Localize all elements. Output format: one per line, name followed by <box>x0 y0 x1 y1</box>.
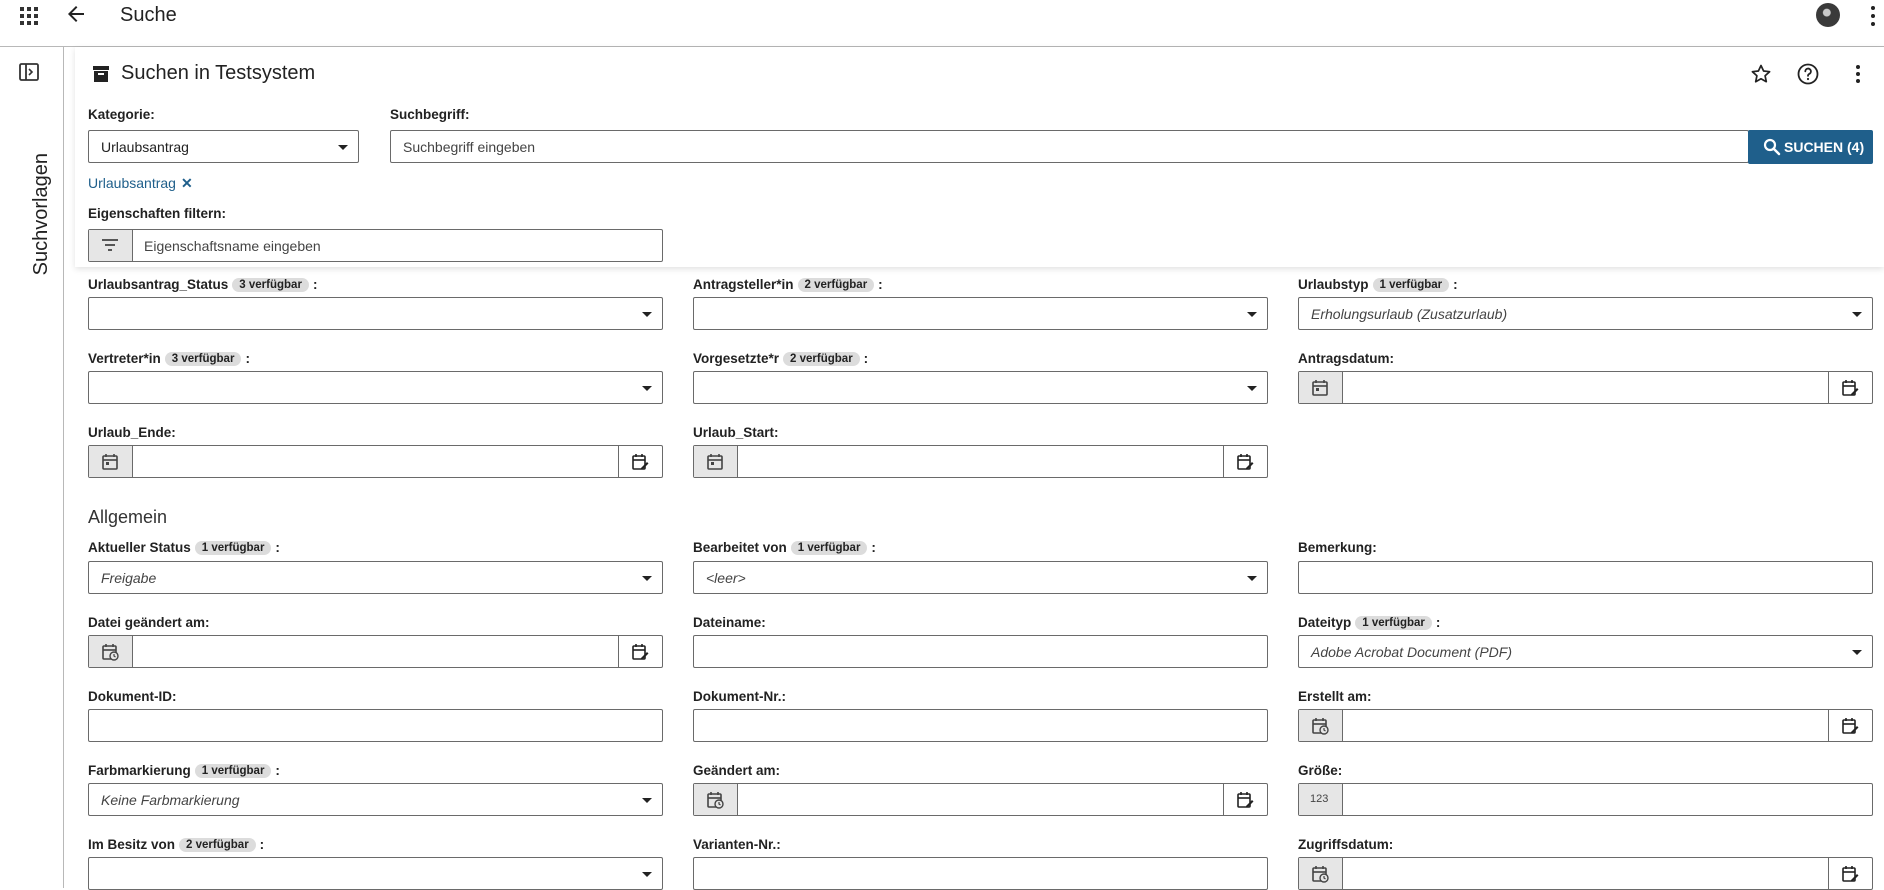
panel-toggle-icon[interactable] <box>19 63 39 81</box>
calendar-icon <box>101 453 119 471</box>
chevron-down-icon <box>1247 386 1257 391</box>
bemerkung-input[interactable] <box>1298 561 1873 594</box>
more-vert-icon[interactable] <box>1870 5 1876 27</box>
datei-geaendert-field[interactable] <box>88 635 663 668</box>
help-icon[interactable] <box>1796 62 1820 86</box>
varianten-nr-label: Varianten-Nr.: <box>693 837 781 852</box>
calendar-clock-icon <box>1311 717 1329 735</box>
chevron-down-icon <box>1852 312 1862 317</box>
status-badge: 1 verfügbar <box>195 541 272 555</box>
search-button[interactable] <box>1748 130 1873 164</box>
farbmarkierung-select[interactable]: Keine Farbmarkierung <box>88 783 663 816</box>
urlaub-start-field[interactable] <box>693 445 1268 478</box>
section-title-allgemein: Allgemein <box>88 507 168 527</box>
urlaubstyp-select[interactable]: Erholungsurlaub (Zusatzurlaub) <box>1298 297 1873 330</box>
antragsteller-label: Antragsteller*in 2 verfügbar : <box>693 277 883 292</box>
status-badge: 2 verfügbar <box>783 352 860 366</box>
urlaubstyp-label: Urlaubstyp 1 verfügbar : <box>1298 277 1458 292</box>
chevron-down-icon <box>642 872 652 877</box>
bearbeitet-von-select[interactable]: <leer> <box>693 561 1268 594</box>
erstellt-am-field[interactable] <box>1298 709 1873 742</box>
status-badge: 1 verfügbar <box>791 541 868 555</box>
dateityp-select[interactable]: Adobe Acrobat Document (PDF) <box>1298 635 1873 668</box>
chevron-down-icon <box>1247 312 1257 317</box>
dateiname-input[interactable] <box>693 635 1268 668</box>
chevron-down-icon <box>642 312 652 317</box>
filter-list-icon <box>101 237 119 253</box>
page-title: Suche <box>120 4 177 26</box>
search-term-input[interactable] <box>390 130 1749 163</box>
calendar-clock-icon <box>706 791 724 809</box>
zugriffsdatum-label: Zugriffsdatum: <box>1298 837 1394 852</box>
calendar-icon <box>706 453 724 471</box>
farbmarkierung-label: Farbmarkierung 1 verfügbar : <box>88 763 280 778</box>
aktueller-status-label: Aktueller Status 1 verfügbar : <box>88 540 280 555</box>
filter-prefix <box>89 230 133 261</box>
groesse-field[interactable] <box>1298 783 1873 816</box>
geaendert-am-field[interactable] <box>693 783 1268 816</box>
aktueller-status-select[interactable]: Freigabe <box>88 561 663 594</box>
antragsdatum-label: Antragsdatum: <box>1298 351 1395 366</box>
calendar-clock-icon <box>1311 865 1329 883</box>
search-icon <box>1763 138 1781 156</box>
category-label: Kategorie: <box>88 107 155 122</box>
chevron-down-icon <box>642 386 652 391</box>
bearbeitet-von-label: Bearbeitet von 1 verfügbar : <box>693 540 876 555</box>
status-badge: 3 verfügbar <box>232 278 309 292</box>
star-icon[interactable] <box>1749 62 1773 86</box>
chip-label: Urlaubsantrag <box>88 175 176 191</box>
vorgesetzte-select[interactable] <box>693 371 1268 404</box>
dateiname-label: Dateiname: <box>693 615 766 630</box>
number-icon: 123 <box>1310 793 1329 805</box>
rail-label-suchvorlagen[interactable]: Suchvorlagen <box>30 153 52 276</box>
dateityp-label: Dateityp 1 verfügbar : <box>1298 615 1441 630</box>
archive-icon <box>92 65 110 83</box>
property-filter-input[interactable] <box>88 229 663 262</box>
datei-geaendert-label: Datei geändert am: <box>88 615 210 630</box>
status-badge: 1 verfügbar <box>195 764 272 778</box>
panel-title: Suchen in Testsystem <box>121 62 316 84</box>
templates-rail <box>0 47 64 888</box>
calendar-edit-icon[interactable] <box>1236 791 1254 809</box>
dokument-id-input[interactable] <box>88 709 663 742</box>
calendar-icon <box>1311 379 1329 397</box>
vertreter-select[interactable] <box>88 371 663 404</box>
calendar-clock-icon <box>101 643 119 661</box>
category-value: Urlaubsantrag <box>101 139 189 155</box>
im-besitz-select[interactable] <box>88 857 663 890</box>
chevron-down-icon <box>1247 576 1257 581</box>
urlaub-ende-label: Urlaub_Ende: <box>88 425 176 440</box>
filter-label: Eigenschaften filtern: <box>88 206 227 221</box>
avatar[interactable] <box>1816 3 1840 27</box>
search-button-label: SUCHEN (4) <box>1784 139 1865 155</box>
chevron-down-icon <box>338 145 348 150</box>
dokument-nr-input[interactable] <box>693 709 1268 742</box>
vertreter-label: Vertreter*in 3 verfügbar : <box>88 351 250 366</box>
bemerkung-label: Bemerkung: <box>1298 540 1377 555</box>
urlaub-ende-field[interactable] <box>88 445 663 478</box>
antragsteller-select[interactable] <box>693 297 1268 330</box>
apps-grid-icon[interactable] <box>18 5 40 27</box>
calendar-edit-icon[interactable] <box>1841 379 1859 397</box>
varianten-nr-input[interactable] <box>693 857 1268 890</box>
antragsdatum-field[interactable] <box>1298 371 1873 404</box>
urlaub-start-label: Urlaub_Start: <box>693 425 779 440</box>
search-term-label: Suchbegriff: <box>390 107 470 122</box>
zugriffsdatum-field[interactable] <box>1298 857 1873 890</box>
calendar-edit-icon[interactable] <box>631 453 649 471</box>
status-badge: 2 verfügbar <box>798 278 875 292</box>
chevron-down-icon <box>642 576 652 581</box>
category-select[interactable] <box>88 130 359 163</box>
chevron-down-icon <box>642 798 652 803</box>
search-term-placeholder: Suchbegriff eingeben <box>403 139 536 155</box>
im-besitz-label: Im Besitz von 2 verfügbar : <box>88 837 265 852</box>
dokument-id-label: Dokument-ID: <box>88 689 177 704</box>
status-badge: 2 verfügbar <box>179 838 256 852</box>
dokument-nr-label: Dokument-Nr.: <box>693 689 787 704</box>
erstellt-am-label: Erstellt am: <box>1298 689 1372 704</box>
status-badge: 1 verfügbar <box>1373 278 1450 292</box>
vorgesetzte-label: Vorgesetzte*r 2 verfügbar : <box>693 351 869 366</box>
filter-placeholder: Eigenschaftsname eingeben <box>144 238 321 254</box>
status-select[interactable] <box>88 297 663 330</box>
calendar-edit-icon[interactable] <box>1841 865 1859 883</box>
panel-more-vert-icon[interactable] <box>1846 62 1870 86</box>
status-label: Urlaubsantrag_Status 3 verfügbar : <box>88 277 318 292</box>
calendar-edit-icon[interactable] <box>1841 717 1859 735</box>
close-icon[interactable]: ✕ <box>180 175 193 191</box>
geaendert-am-label: Geändert am: <box>693 763 781 778</box>
back-arrow-icon[interactable] <box>64 2 88 26</box>
groesse-label: Größe: <box>1298 763 1343 778</box>
app-bar <box>0 0 1884 47</box>
chevron-down-icon <box>1852 650 1862 655</box>
calendar-edit-icon[interactable] <box>1236 453 1254 471</box>
status-badge: 1 verfügbar <box>1355 616 1432 630</box>
status-badge: 3 verfügbar <box>165 352 242 366</box>
category-chip[interactable] <box>88 175 193 192</box>
calendar-edit-icon[interactable] <box>631 643 649 661</box>
